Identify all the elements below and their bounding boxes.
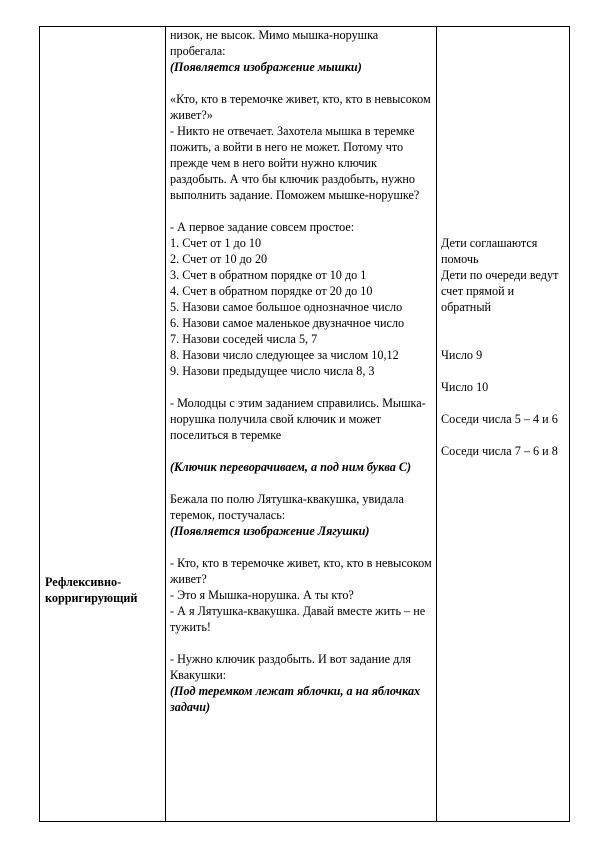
teacher-line: - Это я Мышка-норушка. А ты кто? — [170, 588, 354, 602]
teacher-line: 3. Счет в обратном порядке от 10 до 1 — [170, 268, 367, 282]
teacher-line: 2. Счет от 10 до 20 — [170, 252, 268, 266]
paragraph-gap — [170, 475, 433, 491]
teacher-line: 8. Назови число следующее за числом 10,12 — [170, 348, 399, 362]
teacher-line: Бежала по полю Лятушка-квакушка, увидала теремок, постучалась: — [170, 492, 404, 522]
paragraph-gap — [170, 203, 433, 219]
student-response: Соседи числа 7 – 6 и 8 — [441, 444, 558, 458]
teacher-line: - А первое задание совсем простое: — [170, 220, 355, 234]
stage-direction: (Ключик переворачиваем, а под ним буква С) — [170, 460, 412, 474]
student-response: Соседи числа 5 – 4 и 6 — [441, 412, 558, 426]
student-response: Дети по очереди ведут счет прямой и обратный — [441, 268, 559, 314]
stage-label: Рефлексивно-корригирующий — [45, 575, 138, 605]
teacher-line: низок, не высок. Мимо мышка-норушка пробегала: — [170, 28, 379, 58]
paragraph-gap — [170, 635, 433, 651]
stage-column — [40, 27, 165, 821]
teacher-line: 4. Счет в обратном порядке от 20 до 10 — [170, 284, 373, 298]
teacher-line: - Кто, кто в теремочке живет, кто, кто в невысоком живет? — [170, 556, 432, 586]
teacher-line: - А я Лятушка-квакушка. Давай вместе жить – не тужить! — [170, 604, 426, 634]
paragraph-gap — [170, 379, 433, 395]
stage-direction: (Под теремком лежат яблочки, а на яблочках задачи) — [170, 684, 421, 714]
teacher-line: 5. Назови самое большое однозначное число — [170, 300, 403, 314]
paragraph-gap — [170, 539, 433, 555]
lesson-table — [39, 26, 570, 822]
student-response: Число 9 — [441, 348, 483, 362]
teacher-line: «Кто, кто в теремочке живет, кто, кто в невысоком живет?» — [170, 92, 431, 122]
teacher-line: - Никто не отвечает. Захотела мышка в теремке пожить, а войти в него не может. Потому что прежде чем в него войти нужно ключик раздобыть. А что бы ключик раздобыть, нужно выполнить задание. Поможем мышке-норушке? — [170, 124, 420, 202]
stage-direction: (Появляется изображение Лягушки) — [170, 524, 370, 538]
paragraph-gap — [170, 75, 433, 91]
student-response: Число 10 — [441, 380, 489, 394]
student-activity-column — [436, 27, 571, 821]
teacher-activity-text — [170, 27, 433, 715]
paragraph-gap — [170, 443, 433, 459]
teacher-line: - Молодцы с этим заданием справились. Мышка-норушка получила свой ключик и может поселиться в теремке — [170, 396, 426, 442]
stage-direction: (Появляется изображение мышки) — [170, 60, 362, 74]
teacher-line: 6. Назови самое маленькое двузначное число — [170, 316, 405, 330]
teacher-line: - Нужно ключик раздобыть. И вот задание для Квакушки: — [170, 652, 411, 682]
teacher-activity-column — [165, 27, 436, 821]
student-response: Дети соглашаются помочь — [441, 236, 538, 266]
teacher-line: 7. Назови соседей числа 5, 7 — [170, 332, 318, 346]
teacher-line: 9. Назови предыдущее число числа 8, 3 — [170, 364, 375, 378]
teacher-line: 1. Счет от 1 до 10 — [170, 236, 262, 250]
